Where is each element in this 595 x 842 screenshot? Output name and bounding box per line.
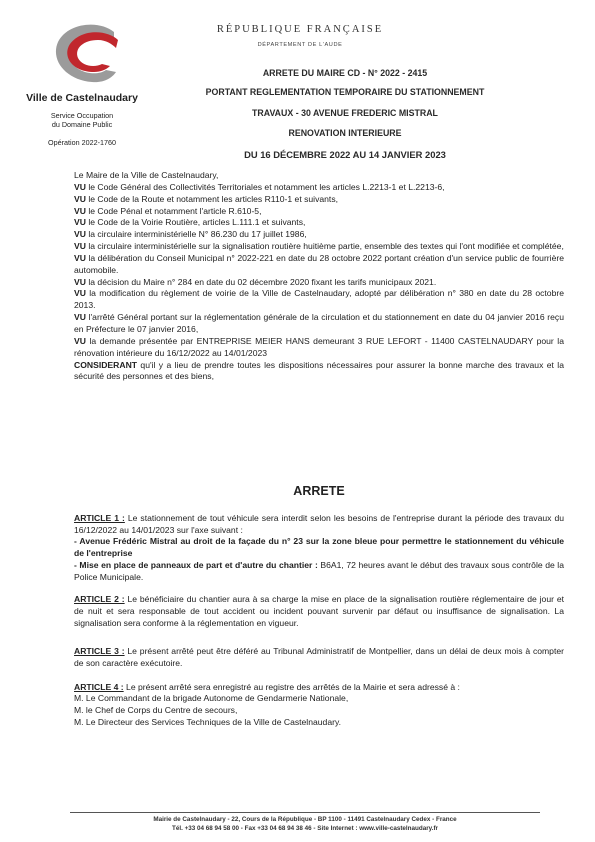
vu-label: VU bbox=[74, 288, 86, 299]
vu-text: l'arrêté Général portant sur la réglementation générale de la circulation et du stationnement en date du 04 janvier 2016 reçu en Préfecture le 07 janvier 2016, bbox=[74, 312, 564, 334]
vu-line bbox=[74, 217, 564, 229]
footer-contact: Tél. +33 04 68 94 58 00 - Fax +33 04 68 94 38 46 - Site Internet : www.ville-castelnaudary.fr bbox=[171, 825, 438, 832]
vu-line bbox=[74, 312, 564, 336]
vu-text: la modification du règlement de voirie de la Ville de Castelnaudary, adopté par délibération n° 380 en date du 28 octobre 2013. bbox=[74, 288, 564, 311]
article-1-bullet-2-text: B6A1, 72 heures avant le début des travaux sous contrôle de la Police Municipale. bbox=[74, 559, 564, 582]
republic-heading: RÉPUBLIQUE FRANÇAISE bbox=[216, 24, 384, 35]
town-name: Ville de Castelnaudary bbox=[26, 92, 138, 104]
article-2-label: ARTICLE 2 : bbox=[74, 594, 125, 605]
considerant-label: CONSIDERANT bbox=[74, 359, 138, 370]
article-3-text: Le présent arrêté peut être déféré au Tribunal Administratif de Montpellier, dans un délai de deux mois à compter de son caractère exécutoire. bbox=[74, 646, 564, 669]
footer-divider bbox=[70, 812, 540, 813]
mayor-line: Le Maire de la Ville de Castelnaudary, bbox=[74, 170, 219, 180]
decree-works-type: RENOVATION INTERIEURE bbox=[288, 128, 402, 138]
castelnaudary-logo bbox=[18, 22, 146, 90]
vu-text: le Code Pénal et notamment l'article R.610-5, bbox=[85, 205, 262, 216]
article-1-bullet-1: - Avenue Frédéric Mistral au droit de la façade du n° 23 sur la zone bleue pour permettre le stationnement du véhicule de l'entreprise bbox=[74, 536, 564, 559]
vu-line bbox=[74, 194, 564, 206]
article-2-text: Le bénéficiaire du chantier aura à sa charge la mise en place de la signalisation routière réglementaire de jour et de nuit et sera responsable de tout accident ou incident pouvant survenir par défaut ou insuffisance de signalisation. La signalisation sera conforme à la réglementation en vigueur. bbox=[74, 594, 564, 628]
article-1-bullet-2 bbox=[74, 560, 564, 583]
recipient-2: M. le Chef de Corps du Centre de secours, bbox=[74, 705, 238, 716]
vu-line bbox=[74, 182, 564, 194]
vu-line bbox=[74, 336, 564, 360]
decree-subject: PORTANT REGLEMENTATION TEMPORAIRE DU STATIONNEMENT bbox=[205, 87, 485, 97]
vu-line bbox=[74, 253, 564, 277]
vu-text: la demande présentée par ENTREPRISE MEIER HANS demeurant 3 RUE LEFORT - 11400 CASTELNAUDARY pour la rénovation intérieure du 16/12/2022 au 14/01/2023 bbox=[74, 335, 564, 358]
vu-text: le Code Général des Collectivités Territoriales et notamment les articles L.2213-1 et L.2213-6, bbox=[85, 181, 445, 192]
vu-label: VU bbox=[74, 312, 86, 323]
considerant-text: qu'il y a lieu de prendre toutes les dispositions nécessaires pour assurer la bonne marche des travaux et la sécurité des personnes et des biens, bbox=[74, 359, 564, 382]
article-4 bbox=[74, 682, 564, 694]
vu-text: le Code de la Voirie Routière, articles L.111.1 et suivants, bbox=[85, 217, 306, 228]
footer bbox=[60, 815, 550, 833]
vu-label: VU bbox=[74, 217, 86, 228]
article-3 bbox=[74, 646, 564, 669]
vu-line bbox=[74, 206, 564, 218]
preamble bbox=[74, 170, 564, 383]
operation-number: Opération 2022-1760 bbox=[48, 138, 116, 147]
vu-text: la circulaire interministérielle N° 86.230 du 17 juillet 1986, bbox=[85, 229, 307, 240]
vu-label: VU bbox=[74, 181, 86, 192]
vu-label: VU bbox=[74, 335, 86, 346]
vu-label: VU bbox=[74, 241, 86, 252]
vu-text: la délibération du Conseil Municipal n° 2022-221 en date du 28 octobre 2022 portant création d'un service public de fourrière automobile. bbox=[74, 252, 564, 275]
vu-label: VU bbox=[74, 205, 86, 216]
service-line-2: du Domaine Public bbox=[51, 120, 113, 129]
decree-number: ARRETE DU MAIRE CD - N° 2022 - 2415 bbox=[262, 68, 428, 78]
article-4-label: ARTICLE 4 : bbox=[74, 681, 124, 692]
vu-label: VU bbox=[74, 229, 86, 240]
vu-label: VU bbox=[74, 193, 86, 204]
vu-text: le Code de la Route et notamment les articles R110-1 et suivants, bbox=[85, 193, 339, 204]
vu-line bbox=[74, 288, 564, 312]
vu-line bbox=[74, 229, 564, 241]
articles bbox=[74, 513, 564, 729]
castelnaudary-logo-icon bbox=[48, 22, 124, 90]
recipient-1: M. Le Commandant de la brigade Autonome de Gendarmerie Nationale, bbox=[74, 693, 349, 704]
service-name bbox=[22, 111, 142, 129]
vu-line bbox=[74, 277, 564, 289]
service-line-1: Service Occupation bbox=[50, 111, 114, 120]
recipient-3: M. Le Directeur des Services Techniques de la Ville de Castelnaudary. bbox=[74, 716, 342, 727]
article-1-label: ARTICLE 1 : bbox=[74, 513, 125, 523]
article-1-bullet-2-bold: - Mise en place de panneaux de part et d'autre du chantier : bbox=[74, 559, 318, 570]
decree-works: TRAVAUX - 30 AVENUE FREDERIC MISTRAL bbox=[252, 108, 438, 118]
article-3-label: ARTICLE 3 : bbox=[74, 646, 125, 657]
article-1-text: Le stationnement de tout véhicule sera interdit selon les besoins de l'entreprise durant la période des travaux du 16/12/2022 au 14/01/2023 sur l'axe suivant : bbox=[74, 513, 565, 535]
vu-label: VU bbox=[74, 276, 86, 287]
department-heading: DÉPARTEMENT DE L'AUDE bbox=[257, 42, 343, 48]
article-1 bbox=[74, 513, 564, 536]
vu-text: la circulaire interministérielle sur la signalisation routière huitième partie, ensemble des textes qui l'ont modifiée et complétée, bbox=[85, 241, 564, 252]
article-2 bbox=[74, 594, 564, 629]
decree-period: DU 16 DÉCEMBRE 2022 AU 14 JANVIER 2023 bbox=[244, 149, 446, 160]
vu-text: la décision du Maire n° 284 en date du 02 décembre 2020 fixant les tarifs municipaux 2021. bbox=[85, 276, 437, 287]
considerant-line bbox=[74, 360, 564, 384]
vu-label: VU bbox=[74, 252, 86, 263]
article-4-text: Le présent arrêté sera enregistré au registre des arrêtés de la Mairie et sera adressé à : bbox=[123, 681, 460, 692]
vu-line bbox=[74, 241, 564, 253]
footer-address: Mairie de Castelnaudary - 22, Cours de la République - BP 1100 - 11491 Castelnaudary Cedex - France bbox=[153, 816, 457, 823]
arrete-heading: ARRETE bbox=[293, 484, 345, 498]
